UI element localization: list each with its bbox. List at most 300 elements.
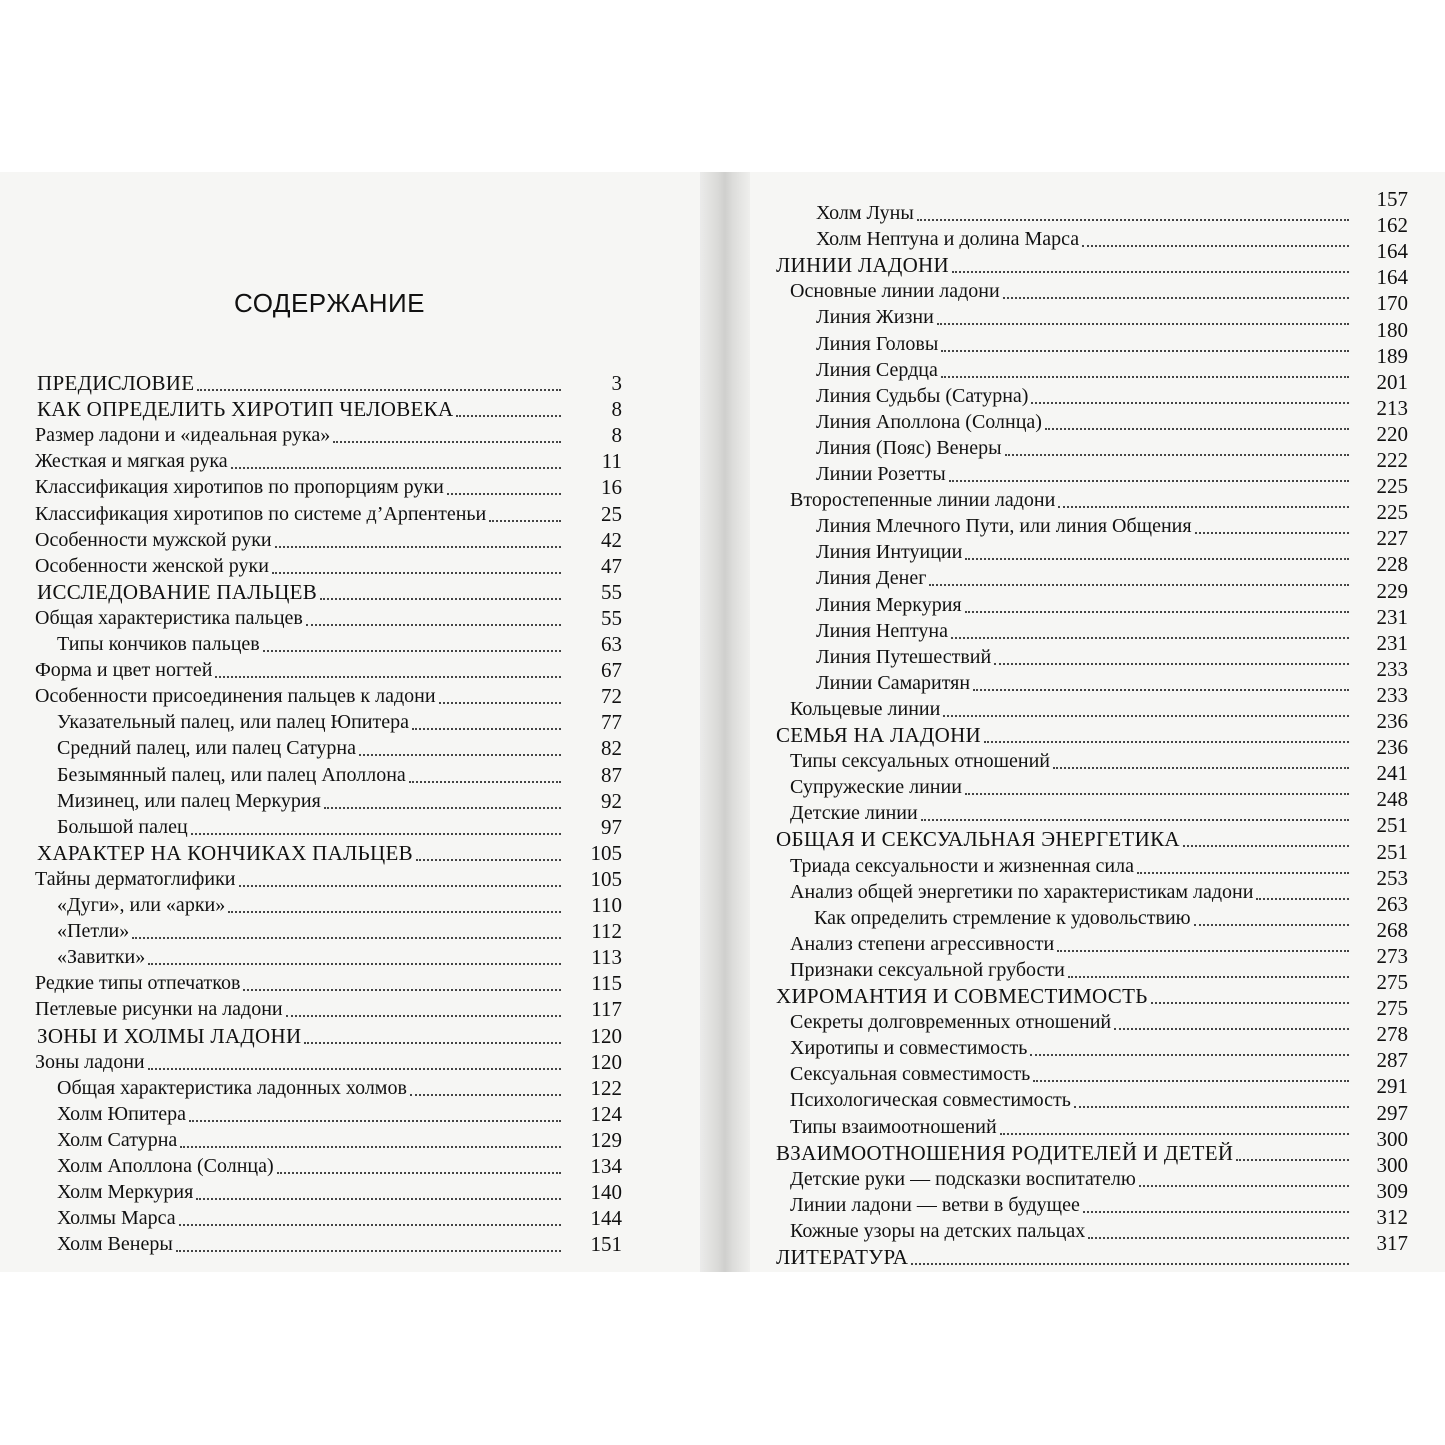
right-toc-page-number: 164 xyxy=(1376,265,1408,290)
right-toc-entry xyxy=(790,1114,1352,1140)
left-toc-page-number: 82 xyxy=(601,736,622,761)
left-toc-entry xyxy=(37,396,564,422)
left-toc-dot-leader xyxy=(320,598,561,600)
right-toc-entry-title: Линия Путешествий xyxy=(816,645,992,668)
right-toc-dot-leader xyxy=(1005,454,1349,456)
right-toc-entry xyxy=(790,1009,1352,1035)
left-toc-entry xyxy=(57,788,564,814)
right-toc-entry-title: Детские линии xyxy=(790,802,918,825)
left-toc-dot-leader xyxy=(148,963,561,965)
left-toc-entry xyxy=(57,918,564,944)
left-toc-entry-title: Зоны ладони xyxy=(35,1050,145,1073)
right-toc-entry xyxy=(790,278,1352,304)
left-toc-entry-title: «Завитки» xyxy=(57,946,146,969)
right-toc-page-number: 233 xyxy=(1376,682,1408,707)
left-toc-page-number: 115 xyxy=(591,971,622,996)
left-toc-dot-leader xyxy=(286,1015,561,1017)
right-toc-dot-leader xyxy=(951,637,1349,639)
left-toc-dot-leader xyxy=(243,989,561,991)
left-toc-page-number: 97 xyxy=(601,814,622,839)
left-toc-entry-title: Мизинец, или палец Меркурия xyxy=(57,789,321,812)
left-toc-dot-leader xyxy=(489,520,561,522)
left-toc-entry-title: ХАРАКТЕР НА КОНЧИКАХ ПАЛЬЦЕВ xyxy=(37,840,413,865)
right-toc-page-number: 248 xyxy=(1376,787,1408,812)
left-toc-page-number: 129 xyxy=(590,1127,622,1152)
right-toc-entry-title: Как определить стремление к удовольствию xyxy=(814,906,1191,929)
right-toc-entry xyxy=(816,592,1352,618)
right-toc-entry xyxy=(776,826,1352,852)
right-toc-entry xyxy=(790,1087,1352,1113)
right-toc-dot-leader xyxy=(1195,532,1349,534)
right-toc-dot-leader xyxy=(1053,767,1349,769)
right-toc-dot-leader xyxy=(1074,1106,1349,1108)
left-toc-dot-leader xyxy=(409,781,561,783)
left-toc-entry xyxy=(57,892,564,918)
right-toc-page-number: 236 xyxy=(1376,735,1408,760)
right-toc-entry-title: Хиротипы и совместимость xyxy=(790,1037,1028,1060)
right-toc-page-number: 236 xyxy=(1376,709,1408,733)
right-toc-entry-title: Линия Интуиции xyxy=(816,541,963,564)
right-toc-page-number: 317 xyxy=(1376,1231,1408,1255)
right-toc-entry xyxy=(816,565,1352,591)
left-toc-dot-leader xyxy=(277,1172,561,1174)
right-toc-page-number: 297 xyxy=(1376,1100,1408,1125)
right-toc-entry-title: Линия Жизни xyxy=(816,306,934,329)
right-toc-dot-leader xyxy=(929,584,1349,586)
right-toc-page-number: 228 xyxy=(1376,552,1408,577)
right-toc-entry-title: Линия Меркурия xyxy=(816,593,962,616)
left-toc-page-number: 63 xyxy=(601,632,622,656)
right-toc-entry xyxy=(814,905,1352,931)
left-toc-entry-title: Форма и цвет ногтей xyxy=(35,659,213,682)
left-toc-entry-title: Холм Венеры xyxy=(57,1233,173,1256)
right-toc-page-number: 273 xyxy=(1376,943,1408,968)
right-toc-dot-leader xyxy=(994,663,1349,665)
right-toc-entry xyxy=(816,200,1352,226)
left-toc-entry xyxy=(35,683,564,709)
right-toc-page-number: 170 xyxy=(1376,291,1408,316)
right-toc-page-number: 231 xyxy=(1376,630,1408,655)
right-toc-entry-title: Триада сексуальности и жизненная сила xyxy=(790,854,1134,877)
left-toc-entry-title: Особенности мужской руки xyxy=(35,528,272,551)
right-toc-page-number: 180 xyxy=(1376,317,1408,342)
right-toc-entry xyxy=(790,696,1352,722)
right-toc-page-number: 229 xyxy=(1376,578,1408,603)
right-toc-entry-title: ВЗАИМООТНОШЕНИЯ РОДИТЕЛЕЙ И ДЕТЕЙ xyxy=(776,1140,1234,1165)
left-toc-page-number: 25 xyxy=(601,501,622,526)
left-toc-dot-leader xyxy=(439,702,561,704)
left-toc-page-number: 122 xyxy=(590,1075,622,1100)
left-toc-entry xyxy=(57,1231,564,1257)
right-toc-dot-leader xyxy=(1194,924,1349,926)
left-toc-entry-title: Указательный палец, или палец Юпитера xyxy=(57,711,409,734)
right-toc-dot-leader xyxy=(911,1263,1349,1265)
left-toc-entry xyxy=(35,866,564,892)
right-toc-entry xyxy=(790,1218,1352,1244)
right-toc-entry-title: Линии Розетты xyxy=(816,463,946,485)
left-toc-entry xyxy=(57,1101,564,1127)
left-toc-entry-title: ИССЛЕДОВАНИЕ ПАЛЬЦЕВ xyxy=(37,579,318,604)
left-toc-page-number: 11 xyxy=(601,449,622,474)
left-toc-dot-leader xyxy=(191,833,561,835)
right-toc-entry-title: Линия Млечного Пути, или линия Общения xyxy=(816,515,1192,538)
right-toc-entry-title: Кольцевые линии xyxy=(790,697,941,720)
right-toc-entry xyxy=(790,931,1352,957)
right-toc-entry-title: ОБЩАЯ И СЕКСУАЛЬНАЯ ЭНЕРГЕТИКА xyxy=(776,827,1180,852)
left-toc-entry-title: «Дуги», или «арки» xyxy=(57,894,226,916)
right-toc-entry-title: Линия Денег xyxy=(816,567,927,590)
right-toc-entry xyxy=(790,487,1352,513)
right-toc-entry-title: Кожные узоры на детских пальцах xyxy=(790,1219,1086,1242)
right-toc-entry xyxy=(816,435,1352,461)
right-toc-dot-leader xyxy=(941,350,1349,352)
right-toc-entry-title: Линия Судьбы (Сатурна) xyxy=(816,384,1029,407)
left-toc-page-number: 105 xyxy=(590,840,622,865)
left-toc-dot-leader xyxy=(132,937,561,939)
right-toc-entry xyxy=(776,722,1352,748)
left-toc-page-number: 55 xyxy=(601,579,622,604)
right-toc-entry xyxy=(816,618,1352,644)
right-toc-page-number: 278 xyxy=(1376,1022,1408,1047)
right-toc-entry-title: Типы сексуальных отношений xyxy=(790,750,1050,773)
right-toc-entry-title: Линия Аполлона (Солнца) xyxy=(816,410,1042,433)
right-toc-dot-leader xyxy=(1031,402,1349,404)
left-toc-entry-title: Размер ладони и «идеальная рука» xyxy=(35,424,331,447)
left-toc-entry xyxy=(35,527,564,553)
left-toc-entry xyxy=(57,944,564,970)
left-toc-entry-title: Холм Юпитера xyxy=(57,1102,187,1125)
right-toc-entry-title: Основные линии ладони xyxy=(790,280,1000,303)
right-toc-entry xyxy=(816,513,1352,539)
left-toc-dot-leader xyxy=(456,415,561,417)
left-toc-entry xyxy=(57,1179,564,1205)
right-toc-page-number: 227 xyxy=(1376,526,1408,551)
right-toc-dot-leader xyxy=(943,715,1349,717)
right-toc-dot-leader xyxy=(1088,1237,1349,1239)
left-toc-dot-leader xyxy=(215,676,561,678)
right-toc-page-number: 300 xyxy=(1376,1126,1408,1151)
left-toc-page-number: 77 xyxy=(601,710,622,735)
right-toc-page-number: 312 xyxy=(1376,1204,1408,1229)
right-toc-dot-leader xyxy=(1003,297,1349,299)
right-toc-entry-title: Признаки сексуальной грубости xyxy=(790,958,1065,981)
right-toc-dot-leader xyxy=(1068,976,1349,978)
right-toc-entry xyxy=(816,670,1352,696)
left-toc-page-number: 117 xyxy=(591,997,622,1022)
right-toc-dot-leader xyxy=(973,689,1349,691)
right-toc-page-number: 222 xyxy=(1376,448,1408,472)
right-toc-dot-leader xyxy=(965,611,1349,613)
right-toc-entry-title: ХИРОМАНТИЯ И СОВМЕСТИМОСТЬ xyxy=(776,984,1148,1008)
right-toc-entry xyxy=(816,409,1352,435)
left-toc-entry-title: «Петли» xyxy=(57,920,130,943)
right-toc-dot-leader xyxy=(965,793,1349,795)
right-toc-page-number: 275 xyxy=(1376,996,1408,1021)
left-toc-entry xyxy=(35,501,564,527)
right-toc-entry-title: Детские руки — подсказки воспитателю xyxy=(790,1167,1136,1190)
right-toc-entry xyxy=(776,252,1352,278)
left-toc-page-number: 113 xyxy=(591,945,622,970)
right-toc-entry xyxy=(790,774,1352,800)
left-toc-entry xyxy=(57,762,564,788)
left-toc-page-number: 72 xyxy=(601,684,622,709)
right-toc-dot-leader xyxy=(1058,506,1349,508)
left-toc-entry-title: Холм Меркурия xyxy=(57,1181,194,1204)
left-toc-page-number: 112 xyxy=(591,919,622,944)
left-toc-page-number: 3 xyxy=(611,371,622,395)
left-toc-entry-title: Петлевые рисунки на ладони xyxy=(35,998,283,1021)
right-toc-dot-leader xyxy=(1151,1002,1349,1004)
left-toc-entry xyxy=(35,474,564,500)
right-toc-entry-title: Холм Луны xyxy=(816,202,914,224)
left-toc-entry-title: Общая характеристика ладонных холмов xyxy=(57,1076,407,1099)
right-toc-page-number: 231 xyxy=(1376,604,1408,629)
right-toc-entry-title: Линия Сердца xyxy=(816,358,938,381)
right-toc-entry xyxy=(790,748,1352,774)
right-toc-page-number: 233 xyxy=(1376,656,1408,681)
right-toc-entry xyxy=(790,853,1352,879)
right-toc-dot-leader xyxy=(1139,1185,1349,1187)
left-toc-entry xyxy=(57,814,564,840)
left-toc-dot-leader xyxy=(228,911,561,913)
left-toc-entry-title: Тайны дерматоглифики xyxy=(35,867,236,890)
left-toc-entry-title: Типы кончиков пальцев xyxy=(57,633,260,655)
right-toc-entry xyxy=(816,331,1352,357)
left-toc-page-number: 134 xyxy=(590,1154,622,1178)
right-toc-entry-title: Анализ степени агрессивности xyxy=(790,932,1055,955)
right-toc-page-number: 220 xyxy=(1376,421,1408,446)
right-toc-entry-title: ЛИТЕРАТУРА xyxy=(776,1245,909,1269)
right-toc-entry xyxy=(776,1140,1352,1166)
left-toc-page-number: 105 xyxy=(590,866,622,891)
right-toc-entry-title: СЕМЬЯ НА ЛАДОНИ xyxy=(776,723,982,747)
right-toc-page-number: 253 xyxy=(1376,865,1408,890)
right-toc-entry xyxy=(816,539,1352,565)
right-toc-dot-leader xyxy=(1083,1211,1349,1213)
left-toc-entry xyxy=(35,605,564,631)
right-toc-entry-title: Линия Головы xyxy=(816,332,939,355)
left-toc-page-number: 55 xyxy=(601,605,622,630)
left-toc-dot-leader xyxy=(231,467,561,469)
right-toc-page-number: 225 xyxy=(1376,474,1408,499)
right-toc-page-number: 201 xyxy=(1376,369,1408,394)
right-toc-page-number: 251 xyxy=(1376,839,1408,864)
right-toc-page-number: 189 xyxy=(1376,343,1408,368)
left-toc-dot-leader xyxy=(412,728,561,730)
left-toc-entry xyxy=(35,996,564,1022)
right-toc-entry xyxy=(816,644,1352,670)
left-toc-dot-leader xyxy=(447,493,561,495)
right-toc-page-number: 213 xyxy=(1376,395,1408,420)
left-toc-entry xyxy=(35,970,564,996)
right-toc-dot-leader xyxy=(1000,1133,1349,1135)
right-toc-entry xyxy=(790,957,1352,983)
left-toc-entry xyxy=(57,735,564,761)
right-toc-page-number: 263 xyxy=(1376,891,1408,916)
right-toc-entry xyxy=(816,304,1352,330)
right-toc-page-number: 291 xyxy=(1376,1074,1408,1099)
left-toc-dot-leader xyxy=(324,807,561,809)
left-toc-entry xyxy=(37,1023,564,1049)
right-toc-dot-leader xyxy=(1030,1054,1349,1056)
right-toc-dot-leader xyxy=(1236,1159,1349,1161)
left-toc-page-number: 120 xyxy=(590,1023,622,1048)
left-toc-dot-leader xyxy=(189,1120,561,1122)
left-toc-entry-title: ЗОНЫ И ХОЛМЫ ЛАДОНИ xyxy=(37,1023,302,1048)
right-toc-page-number: 241 xyxy=(1376,761,1408,786)
left-toc-dot-leader xyxy=(263,650,561,652)
left-toc-entry xyxy=(37,579,564,605)
left-toc-dot-leader xyxy=(333,441,561,443)
right-toc-entry-title: Типы взаимоотношений xyxy=(790,1115,997,1138)
left-toc-entry-title: Жесткая и мягкая рука xyxy=(35,450,228,473)
left-toc-entry xyxy=(37,370,564,396)
left-toc-page-number: 16 xyxy=(601,475,622,500)
right-toc-dot-leader xyxy=(949,480,1349,482)
left-toc-dot-leader xyxy=(148,1068,561,1070)
left-toc-dot-leader xyxy=(197,389,561,391)
right-toc-entry-title: Линия Нептуна xyxy=(816,619,948,642)
right-toc-dot-leader xyxy=(1137,872,1349,874)
right-toc-entry-title: Линия (Пояс) Венеры xyxy=(816,436,1002,459)
left-toc-entry-title: Холмы Марса xyxy=(57,1207,176,1230)
left-toc-dot-leader xyxy=(275,546,561,548)
left-toc-entry-title: Редкие типы отпечатков xyxy=(35,972,241,995)
left-toc-entry xyxy=(57,1153,564,1179)
right-toc-page-number: 164 xyxy=(1376,239,1408,264)
right-toc-dot-leader xyxy=(984,741,1349,743)
right-toc-entry xyxy=(816,226,1352,252)
left-toc-entry-title: Безымянный палец, или палец Аполлона xyxy=(57,763,406,786)
left-toc-entry xyxy=(35,448,564,474)
left-toc-entry xyxy=(57,631,564,657)
left-toc-page-number: 42 xyxy=(601,527,622,552)
right-toc-entry xyxy=(816,357,1352,383)
left-toc-entry-title: Большой палец xyxy=(57,815,188,838)
right-toc-entry-title: Секреты долговременных отношений xyxy=(790,1011,1112,1034)
left-toc-page-number: 110 xyxy=(591,893,622,917)
right-toc-entry-title: Второстепенные линии ладони xyxy=(790,489,1056,512)
left-toc-page-number: 47 xyxy=(601,553,622,578)
right-toc-entry xyxy=(790,800,1352,826)
right-toc-entry xyxy=(790,1192,1352,1218)
left-toc-entry-title: Холм Сатурна xyxy=(57,1128,178,1151)
right-toc-dot-leader xyxy=(1183,845,1349,847)
left-toc-entry-title: Общая характеристика пальцев xyxy=(35,606,303,629)
left-toc-entry-title: Особенности присоединения пальцев к ладони xyxy=(35,685,436,708)
right-toc-entry xyxy=(790,1035,1352,1061)
right-toc-entry xyxy=(816,383,1352,409)
left-toc-page-number: 140 xyxy=(590,1180,622,1205)
left-toc-page-number: 87 xyxy=(601,762,622,787)
left-toc-entry-title: КАК ОПРЕДЕЛИТЬ ХИРОТИП ЧЕЛОВЕКА xyxy=(37,397,454,422)
left-toc-entry xyxy=(57,1205,564,1231)
left-toc-dot-leader xyxy=(179,1224,561,1226)
right-toc-entry-title: Линии ладони — ветви в будущее xyxy=(790,1193,1080,1216)
right-toc-page-number: 309 xyxy=(1376,1178,1408,1203)
left-toc-dot-leader xyxy=(239,885,562,887)
right-toc-entry xyxy=(790,879,1352,905)
book-gutter xyxy=(700,172,750,1272)
right-toc-dot-leader xyxy=(1033,1080,1349,1082)
left-toc-dot-leader xyxy=(196,1198,561,1200)
left-toc-page-number: 8 xyxy=(611,397,622,422)
right-toc-page-number: 300 xyxy=(1376,1152,1408,1177)
left-toc-page-number: 92 xyxy=(601,788,622,813)
left-toc-entry-title: Средний палец, или палец Сатурна xyxy=(57,737,357,760)
right-toc-dot-leader xyxy=(921,819,1349,821)
left-toc-entry xyxy=(37,840,564,866)
right-toc-entry xyxy=(776,1244,1352,1270)
contents-heading: СОДЕРЖАНИЕ xyxy=(234,288,426,318)
right-toc-dot-leader xyxy=(941,376,1349,378)
right-toc-entry xyxy=(790,1166,1352,1192)
right-toc-page-number: 251 xyxy=(1376,813,1408,838)
left-toc-entry-title: ПРЕДИСЛОВИЕ xyxy=(37,371,195,395)
right-toc-entry-title: Линии Самаритян xyxy=(816,671,971,694)
right-toc-entry xyxy=(790,1061,1352,1087)
left-toc-page-number: 124 xyxy=(590,1101,622,1126)
right-toc-dot-leader xyxy=(1256,898,1349,900)
right-toc-dot-leader xyxy=(917,219,1349,221)
right-toc-page-number: 275 xyxy=(1376,970,1408,994)
left-toc-dot-leader xyxy=(410,1094,561,1096)
right-toc-dot-leader xyxy=(937,323,1349,325)
right-toc-entry xyxy=(776,983,1352,1009)
right-toc-entry-title: Супружеские линии xyxy=(790,776,962,799)
right-toc-dot-leader xyxy=(1082,245,1349,247)
left-toc-entry xyxy=(35,1049,564,1075)
right-toc-entry-title: Холм Нептуна и долина Марса xyxy=(816,228,1080,251)
right-toc-page-number: 287 xyxy=(1376,1048,1408,1073)
left-toc-page-number: 144 xyxy=(590,1206,622,1231)
left-toc-dot-leader xyxy=(359,754,561,756)
right-toc-dot-leader xyxy=(965,558,1349,560)
left-toc-entry xyxy=(57,709,564,735)
right-toc-entry-title: Сексуальная совместимость xyxy=(790,1063,1031,1086)
right-toc-page-number: 225 xyxy=(1376,500,1408,525)
left-toc-entry xyxy=(35,422,564,448)
left-toc-entry xyxy=(35,657,564,683)
right-toc-entry-title: Психологическая совместимость xyxy=(790,1089,1071,1112)
right-toc-page-number: 268 xyxy=(1376,917,1408,942)
left-toc-dot-leader xyxy=(306,624,561,626)
left-toc-dot-leader xyxy=(272,572,561,574)
right-toc-page-number: 162 xyxy=(1376,213,1408,238)
right-toc-page-number: 157 xyxy=(1376,187,1408,211)
left-toc-entry-title: Холм Аполлона (Солнца) xyxy=(57,1155,274,1177)
left-toc-entry-title: Классификация хиротипов по пропорциям руки xyxy=(35,476,444,499)
left-toc-dot-leader xyxy=(416,859,561,861)
right-toc-dot-leader xyxy=(1057,950,1349,952)
right-toc-entry-title: ЛИНИИ ЛАДОНИ xyxy=(776,253,949,278)
left-toc-entry xyxy=(57,1127,564,1153)
left-toc-entry-title: Особенности женской руки xyxy=(35,554,269,577)
left-toc-dot-leader xyxy=(180,1146,561,1148)
left-toc-dot-leader xyxy=(304,1042,561,1044)
left-toc-page-number: 120 xyxy=(590,1049,622,1074)
right-toc-entry-title: Анализ общей энергетики по характеристикам ладони xyxy=(790,880,1254,903)
right-toc-dot-leader xyxy=(952,271,1349,273)
left-toc-page-number: 8 xyxy=(611,423,622,448)
right-toc-dot-leader xyxy=(1045,428,1349,430)
left-toc-page-number: 151 xyxy=(590,1232,622,1257)
right-toc-entry xyxy=(816,461,1352,487)
left-toc-dot-leader xyxy=(176,1250,561,1252)
right-toc-dot-leader xyxy=(1114,1028,1349,1030)
left-toc-page-number: 67 xyxy=(601,658,622,683)
left-toc-entry xyxy=(35,553,564,579)
